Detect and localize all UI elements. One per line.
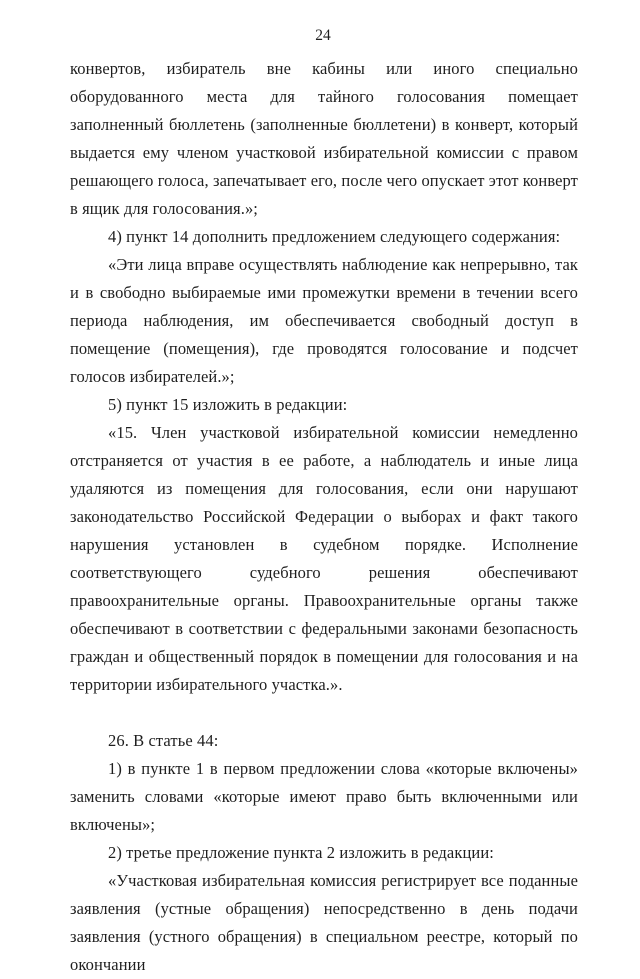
paragraph: «15. Член участковой избирательной комиссии немедленно отстраняется от участия в ее работе, а наблюдатель и иные лица удаляются из помещения для голосования, если они нарушают законодательство Российской Федерации о выборах и факт такого нарушения установлен в судебном порядке. Исполнение соответствующего судебного решения обеспечивают правоохранительные органы. Правоохранительные органы также обеспечивают в соответствии с федеральными законами безопасность граждан и общественный порядок в помещении для голосования и на территории избирательного участка.». bbox=[70, 423, 578, 694]
section-heading: 26. В статье 44: bbox=[108, 731, 219, 750]
paragraph: 5) пункт 15 изложить в редакции: bbox=[108, 395, 348, 414]
page-number: 24 bbox=[315, 27, 331, 44]
document-body bbox=[70, 55, 578, 979]
paragraph: «Эти лица вправе осуществлять наблюдение как непрерывно, так и в свободно выбираемые ими промежутки времени в течении всего периода наблюдения, им обеспечивается свободный доступ в помещение (помещения), где проводятся голосование и подсчет голосов избирателей.»; bbox=[70, 255, 578, 386]
paragraph: конвертов, избиратель вне кабины или иного специально оборудованного места для тайного голосования помещает заполненный бюллетень (заполненные бюллетени) в конверт, который выдается ему членом участковой избирательной комиссии с правом решающего голоса, запечатывает его, после чего опускает этот конверт в ящик для голосования.»; bbox=[70, 59, 578, 218]
paragraph: 2) третье предложение пункта 2 изложить в редакции: bbox=[108, 843, 494, 862]
paragraph: 1) в пункте 1 в первом предложении слова «которые включены» заменить словами «которые имеют право быть включенными или включены»; bbox=[70, 759, 578, 834]
paragraph: «Участковая избирательная комиссия регистрирует все поданные заявления (устные обращения) непосредственно в день подачи заявления (устного обращения) в специальном реестре, который по окончании bbox=[70, 871, 578, 974]
paragraph: 4) пункт 14 дополнить предложением следующего содержания: bbox=[108, 227, 561, 246]
